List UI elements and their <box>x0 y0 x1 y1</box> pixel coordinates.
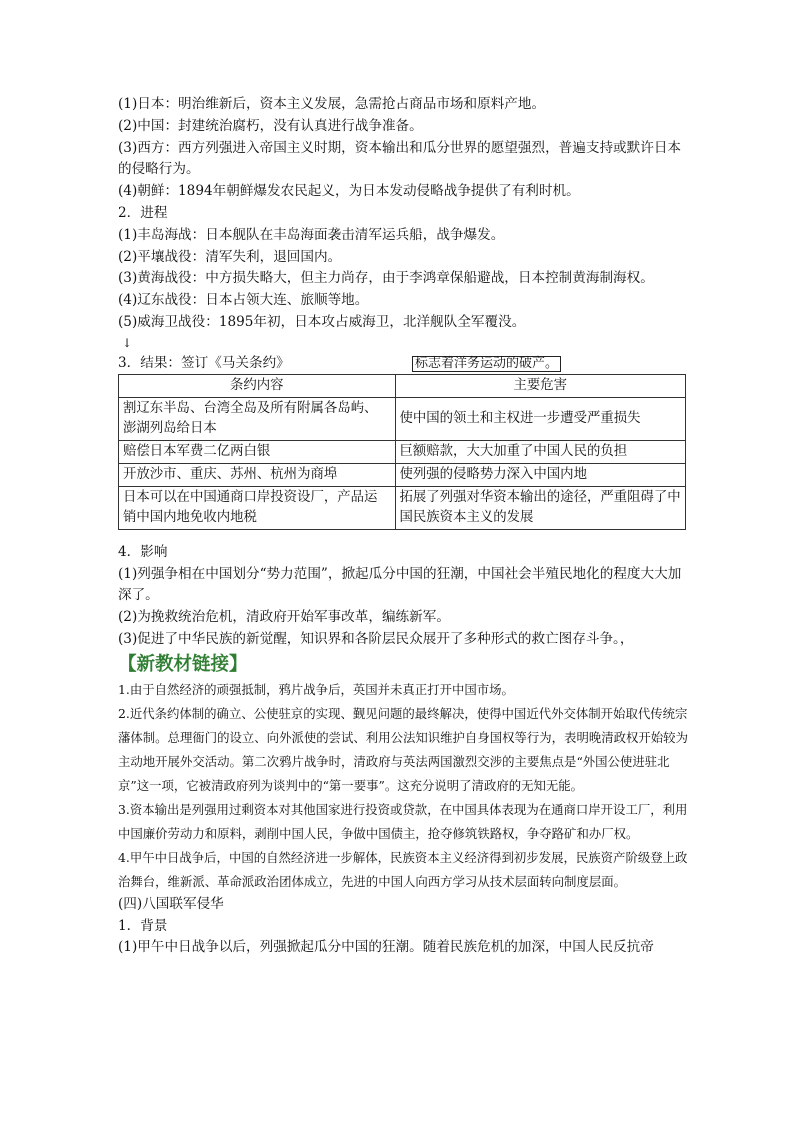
cause-west: (3)西方：西方列强进入帝国主义时期，资本输出和瓜分世界的愿望强烈，普遍支持或默许日本的侵略行为。 <box>118 139 682 178</box>
eight-nation-text: (1)甲午中日战争以后，列强掀起瓜分中国的狂潮。随着民族危机的加深，中国人民反抗帝 <box>118 939 654 956</box>
result-row <box>118 352 688 374</box>
table-cell: 使列强的侵略势力深入中国内地 <box>395 463 686 486</box>
result-heading: 3．结果：签订《马关条约》 <box>118 354 290 371</box>
process-item-1: (1)丰岛海战：日本舰队在丰岛海面袭击清军运兵船，战争爆发。 <box>118 226 505 243</box>
cause-korea: (4)朝鲜：1894年朝鲜爆发农民起义，为日本发动侵略战争提供了有利时机。 <box>118 183 580 200</box>
impact-item-1: (1)列强争相在中国划分“势力范围”，掀起瓜分中国的狂潮，中国社会半殖民地化的程度大大加深了。 <box>118 565 682 604</box>
result-note-box: 标志着洋务运动的破产。 <box>412 356 561 372</box>
new-textbook-para-1: 1.由于自然经济的顽强抵制，鸦片战争后，英国并未真正打开中国市场。 <box>118 681 514 697</box>
document-page <box>118 94 688 959</box>
table-header-content: 条约内容 <box>119 374 396 397</box>
new-textbook-para-3: 3.资本输出是列强用过剩资本对其他国家进行投资或贷款，在中国具体表现为在通商口岸开设工厂，利用中国廉价劳动力和原料，剥削中国人民，争做中国债主，抢夺修筑铁路权，争夺路矿和办厂权。 <box>118 801 688 841</box>
table-row <box>119 440 686 463</box>
new-textbook-heading: 【新教材链接】 <box>118 653 248 675</box>
table-row <box>119 397 686 440</box>
process-item-5: (5)威海卫战役：1895年初，日本攻占威海卫，北洋舰队全军覆没。 <box>118 313 526 330</box>
impact-item-2: (2)为挽救统治危机，清政府开始军事改革，编练新军。 <box>118 609 450 626</box>
table-cell: 拓展了列强对华资本输出的途径，严重阻碍了中国民族资本主义的发展 <box>395 486 686 529</box>
table-cell: 巨额赔款，大大加重了中国人民的负担 <box>395 440 686 463</box>
table-row <box>119 463 686 486</box>
new-textbook-para-4: 4.甲午中日战争后，中国的自然经济进一步解体，民族资本主义经济得到初步发展，民族资产阶级登上政治舞台，维新派、革命派政治团体成立，先进的中国人向西方学习从技术层面转向制度层面。 <box>118 849 688 889</box>
process-item-4: (4)辽东战役：日本占领大连、旅顺等地。 <box>118 292 369 309</box>
cause-japan: (1)日本：明治维新后，资本主义发展，急需抢占商品市场和原料产地。 <box>118 96 546 112</box>
table-cell: 开放沙市、重庆、苏州、杭州为商埠 <box>119 463 396 486</box>
cause-china: (2)中国：封建统治腐朽，没有认真进行战争准备。 <box>118 117 423 134</box>
table-row <box>119 486 686 529</box>
treaty-table <box>118 374 686 530</box>
new-textbook-body <box>118 678 688 894</box>
table-cell: 割辽东半岛、台湾全岛及所有附属各岛屿、澎湖列岛给日本 <box>119 397 396 440</box>
impact-item-3: (3)促进了中华民族的新觉醒，知识界和各阶层民众展开了多种形式的救亡图存斗争。， <box>118 630 634 647</box>
table-header-harm: 主要危害 <box>395 374 686 397</box>
process-item-3: (3)黄海战役：中方损失略大，但主力尚存，由于李鸿章保船避战，日本控制黄海制海权。 <box>118 270 654 287</box>
table-header-row <box>119 374 686 397</box>
eight-nation-subheading: 1．背景 <box>118 917 168 934</box>
new-textbook-para-2: 2.近代条约体制的确立、公使驻京的实现、觐见问题的最终解决，使得中国近代外交体制开始取代传统宗藩体制。总理衙门的设立、向外派使的尝试、利用公法知识维护自身国权等行为，表明晚清政权开始较为主动地开展外交活动。第二次鸦片战争时，清政府与英法两国激烈交涉的主要焦点是“外国公使进驻北京”这一项，它被清政府列为谈判中的“第一要事”。这充分说明了清政府的无知无能。 <box>118 705 688 793</box>
down-arrow-icon: ↓ <box>122 335 133 350</box>
eight-nation-heading: (四)八国联军侵华 <box>118 895 224 912</box>
process-item-2: (2)平壤战役：清军失利，退回国内。 <box>118 248 342 265</box>
table-cell: 使中国的领土和主权进一步遭受严重损失 <box>395 397 686 440</box>
table-cell: 赔偿日本军费二亿两白银 <box>119 440 396 463</box>
impact-heading: 4．影响 <box>118 543 168 560</box>
table-cell: 日本可以在中国通商口岸投资设厂，产品运销中国内地免收内地税 <box>119 486 396 529</box>
process-heading: 2．进程 <box>118 204 168 221</box>
